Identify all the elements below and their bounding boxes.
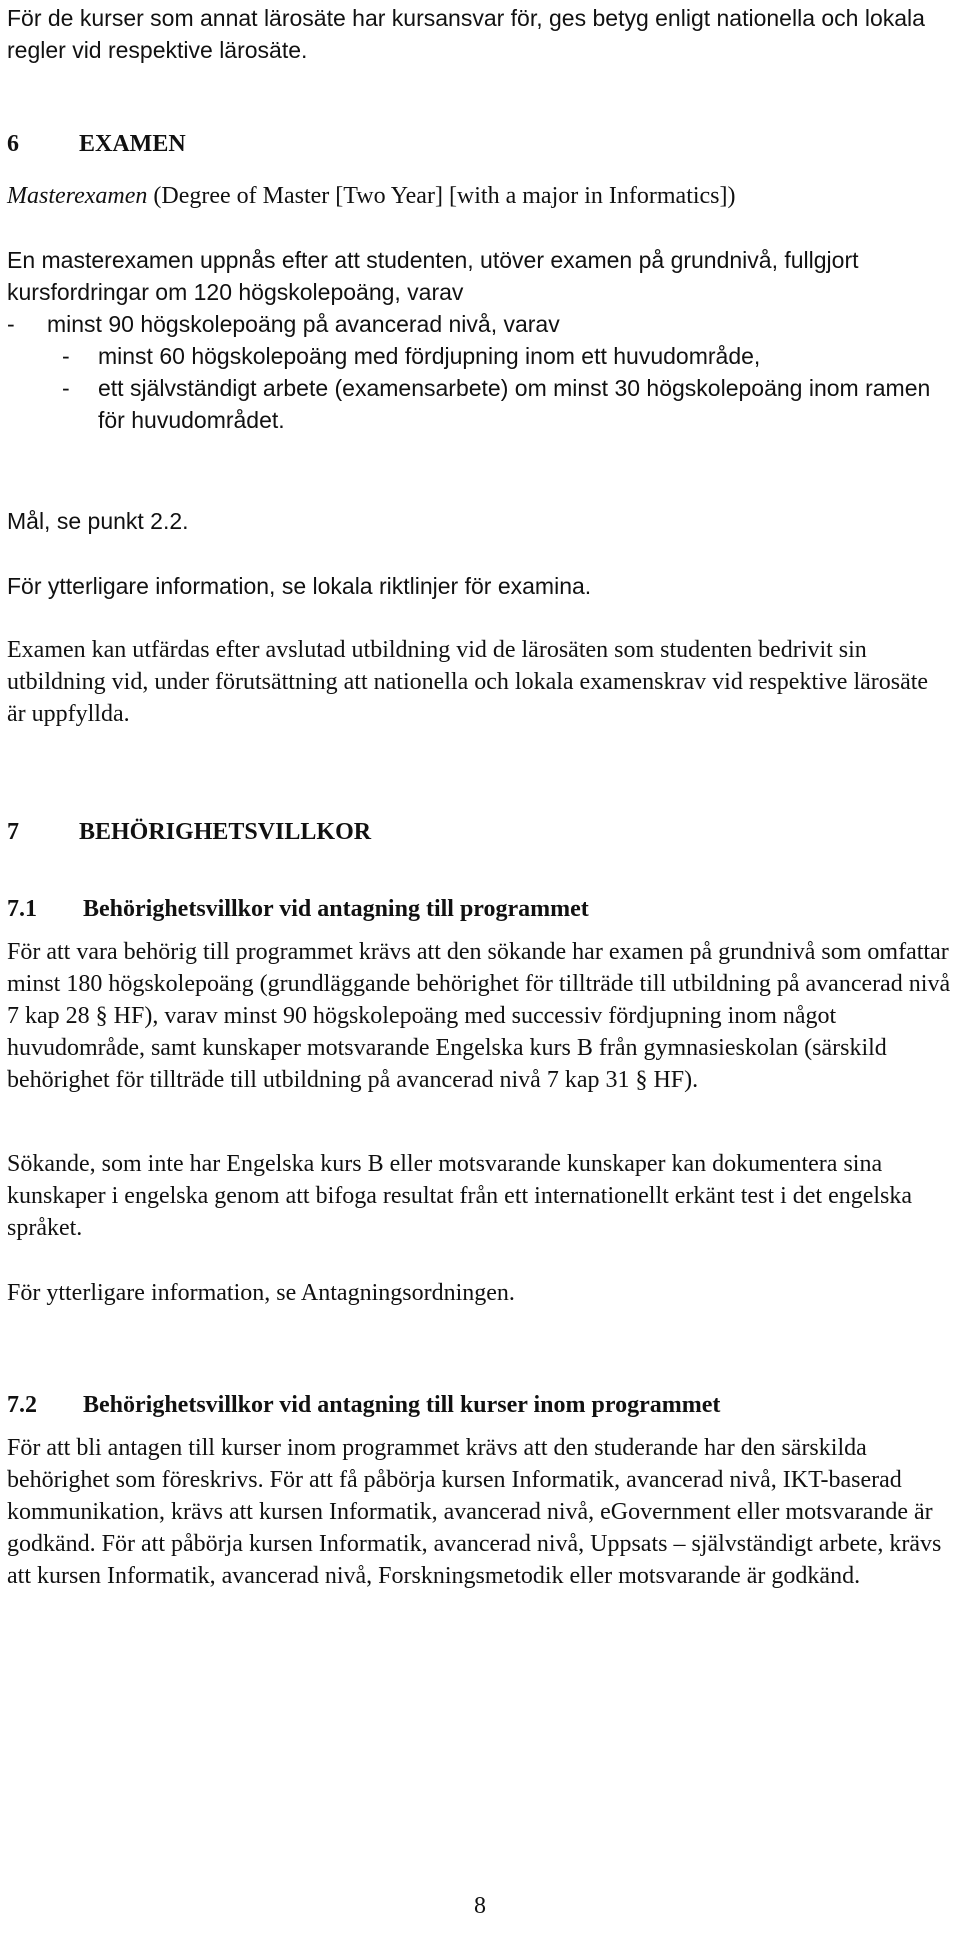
section-7-1-title: Behörighetsvillkor vid antagning till programmet bbox=[83, 896, 589, 922]
degree-name: Masterexamen bbox=[7, 183, 148, 209]
page-number: 8 bbox=[474, 1893, 486, 1919]
degree-title bbox=[7, 180, 952, 212]
more-info-admission: För ytterligare information, se Antagningsordningen. bbox=[7, 1280, 515, 1306]
section-7-2-heading bbox=[7, 1389, 952, 1421]
more-info-examina: För ytterligare information, se lokala riktlinjer för examina. bbox=[7, 573, 592, 599]
section-7-2-number: 7.2 bbox=[7, 1392, 37, 1418]
section-6-heading bbox=[7, 128, 952, 160]
degree-issuance-paragraph: Examen kan utfärdas efter avslutad utbildning vid de lärosäten som studenten bedrivit sin utbildning vid, under förutsättning att nationella och lokala examenskrav vid respektive lärosäte är uppfyllda. bbox=[7, 637, 929, 727]
list-item: - ett självständigt arbete (examensarbete) om minst 30 högskolepoäng inom ramen för huvudområdet. bbox=[62, 375, 931, 433]
section-7-title: BEHÖRIGHETSVILLKOR bbox=[79, 819, 372, 845]
degree-english-name: (Degree of Master [Two Year] [with a major in Informatics]) bbox=[147, 183, 736, 209]
section-6-title: EXAMEN bbox=[79, 131, 186, 157]
section-7-number: 7 bbox=[7, 819, 19, 845]
list-item: - minst 60 högskolepoäng med fördjupning inom ett huvudområde, bbox=[62, 343, 761, 369]
section-7-heading bbox=[7, 816, 952, 848]
section-6-number: 6 bbox=[7, 131, 19, 157]
course-admission-paragraph: För att bli antagen till kurser inom programmet krävs att den studerande har den särskilda behörighet som föreskrivs. För att få påbörja kursen Informatik, avancerad nivå, IKT-baserad kommunikation, krävs att kursen Informatik, avancerad nivå, eGovernment eller motsvarande är godkänd. För att påbörja kursen Informatik, avancerad nivå, Uppsats – självständigt arbete, krävs att kursen Informatik, avancerad nivå, Forskningsmetodik eller motsvarande är godkänd. bbox=[7, 1435, 942, 1589]
admission-requirements-paragraph: För att vara behörig till programmet krävs att den sökande har examen på grundnivå som omfattar minst 180 högskolepoäng (grundläggande behörighet för tillträde till utbildning på avancerad nivå 7 kap 28 § HF), varav minst 90 högskolepoäng med successiv fördjupning inom något huvudområde, samt kunskaper motsvarande Engelska kurs B från gymnasieskolan (särskild behörighet för tillträde till utbildning på avancerad nivå 7 kap 31 § HF). bbox=[7, 939, 951, 1093]
section-7-1-heading bbox=[7, 893, 952, 925]
english-proficiency-paragraph: Sökande, som inte har Engelska kurs B eller motsvarande kunskaper kan dokumentera sina kunskaper i engelska genom att bifoga resultat från ett internationellt erkänt test i det engelska språket. bbox=[7, 1151, 913, 1241]
section-7-1-number: 7.1 bbox=[7, 896, 37, 922]
requirements-list bbox=[7, 308, 952, 436]
goals-reference: Mål, se punkt 2.2. bbox=[7, 508, 189, 534]
section-7-2-title: Behörighetsvillkor vid antagning till kurser inom programmet bbox=[83, 1392, 721, 1418]
list-item: - minst 90 högskolepoäng på avancerad nivå, varav bbox=[7, 311, 560, 337]
degree-requirements: En masterexamen uppnås efter att studenten, utöver examen på grundnivå, fullgjort kursfordringar om 120 högskolepoäng, varav bbox=[7, 247, 859, 305]
intro-paragraph: För de kurser som annat lärosäte har kursansvar för, ges betyg enligt nationella och lokala regler vid respektive lärosäte. bbox=[7, 5, 925, 63]
